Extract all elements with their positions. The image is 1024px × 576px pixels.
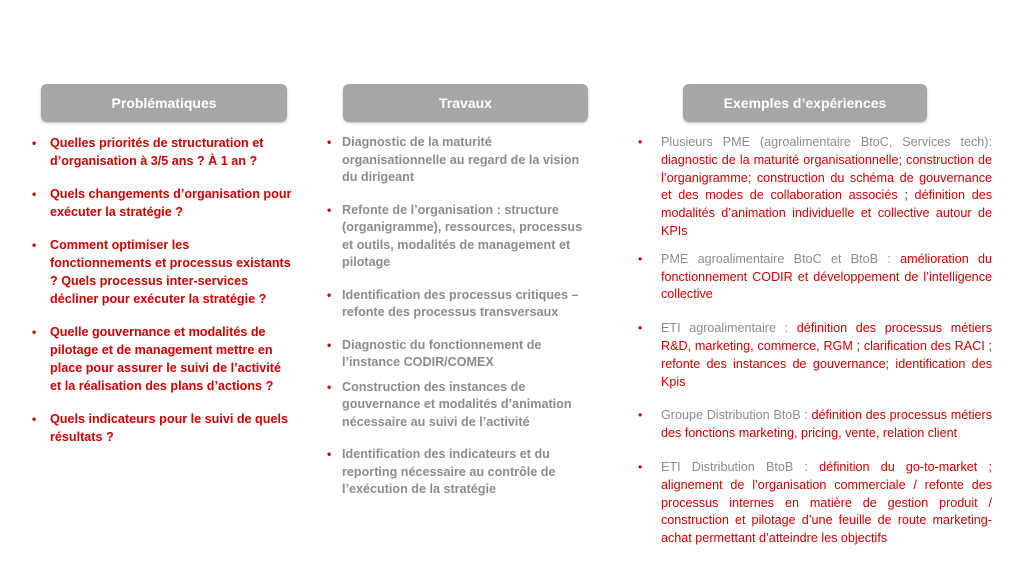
experience-detail: définition du go-to-market ; alignement de l’organisation commerciale / refonte des processus internes en matière de gestion produit / construction et pilotage d’une feuille de route marketing-achat permettant d’atteindre les objectifs	[661, 459, 992, 546]
column-exemples	[630, 84, 992, 548]
list-item	[630, 251, 992, 304]
bullet-icon: •	[638, 135, 643, 149]
bullet-icon: •	[327, 447, 332, 461]
list-item: • Quels indicateurs pour le suivi de quels résultats ?	[32, 412, 288, 444]
bullet-icon: •	[638, 459, 643, 474]
client-label: Groupe Distribution BtoB :	[661, 408, 812, 423]
bullet-icon: •	[32, 238, 37, 252]
list-item: • Quels changements d’organisation pour exécuter la stratégie ?	[32, 187, 292, 219]
list-item	[630, 134, 992, 241]
experience-detail: amélioration du fonctionnement CODIR et développement de l’intelligence collective	[661, 251, 993, 302]
bullet-icon: •	[327, 135, 332, 149]
bullet-icon: •	[327, 287, 332, 302]
experience-detail: définition des processus métiers des fonctions marketing, pricing, vente, relation client	[661, 408, 993, 441]
client-label: PME agroalimentaire BtoC et BtoB :	[661, 251, 901, 266]
experience-detail: définition des processus métiers R&D, marketing, commerce, RGM ; clarification des RACI ; refonte des instances de gouvernance; identification des Kpis	[661, 321, 992, 389]
column-travaux	[322, 84, 590, 499]
list-item	[630, 407, 992, 443]
bullet-icon: •	[327, 202, 332, 217]
bullet-icon: •	[327, 379, 332, 394]
header-exemples: Exemples d’expériences	[683, 84, 927, 122]
list-item	[630, 320, 992, 391]
experience-detail: diagnostic de la maturité organisationnelle; construction de l’organigramme; construction du schéma de gouvernance et des modes de collaboration associés ; définition des modalités d’animation individuelle et collective autour de KPIs	[661, 152, 992, 238]
list-item: • Quelles priorités de structuration et d’organisation à 3/5 ans ? À 1 an ?	[32, 136, 264, 168]
problematiques-list	[22, 134, 292, 446]
list-item: • Quelle gouvernance et modalités de pilotage et de management mettre en place pour assurer le suivi de l’activité et la réalisation des plans d’actions ?	[32, 325, 281, 393]
bullet-icon: •	[327, 337, 332, 352]
client-label: ETI agroalimentaire :	[661, 321, 797, 336]
list-item: • Comment optimiser les fonctionnements et processus existants ? Quels processus inter-services décliner pour exécuter la stratégie ?	[32, 238, 291, 306]
bullet-icon: •	[32, 136, 37, 150]
bullet-icon: •	[638, 251, 643, 266]
list-item: • Diagnostic de la maturité organisationnelle au regard de la vision du dirigeant	[327, 135, 580, 184]
bullet-icon: •	[638, 408, 643, 423]
header-travaux: Travaux	[343, 84, 588, 122]
bullet-icon: •	[32, 412, 37, 426]
list-item: • Construction des instances de gouvernance et modalités d’animation nécessaire au suivi de l’activité	[327, 379, 572, 429]
list-item: • Identification des indicateurs et du reporting nécessaire au contrôle de l’exécution de la stratégie	[327, 447, 556, 496]
bullet-icon: •	[32, 187, 37, 201]
client-label: ETI Distribution BtoB :	[661, 459, 820, 474]
bullet-icon: •	[638, 321, 643, 336]
header-problematiques: Problématiques	[41, 84, 287, 122]
list-item: • Refonte de l’organisation : structure (organigramme), ressources, processus et outils, modalités de management et pilotage	[327, 202, 583, 269]
bullet-icon: •	[32, 325, 37, 339]
list-item	[630, 459, 992, 548]
client-label: Plusieurs PME (agroalimentaire BtoC, Services tech):	[661, 135, 992, 149]
travaux-list	[322, 134, 590, 499]
column-problematiques	[22, 84, 292, 446]
list-item: • Diagnostic du fonctionnement de l’instance CODIR/COMEX	[327, 337, 542, 369]
list-item: • Identification des processus critiques – refonte des processus transversaux	[327, 287, 579, 319]
exemples-list	[630, 134, 992, 548]
